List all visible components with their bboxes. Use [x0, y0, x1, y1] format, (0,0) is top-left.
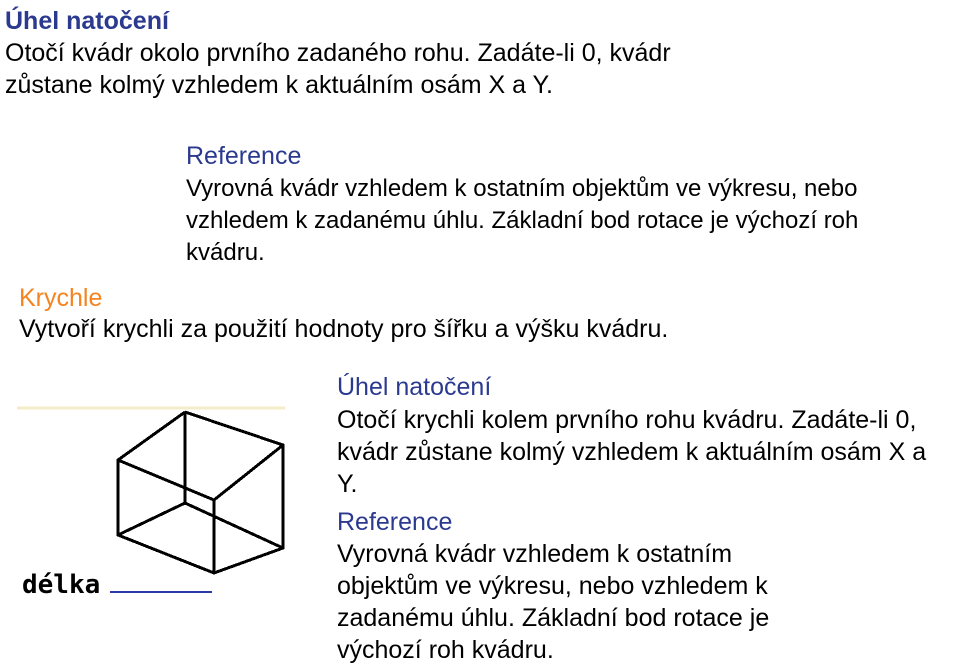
- text-line: kvádru.: [186, 239, 265, 266]
- cube-edge: [118, 503, 185, 535]
- heading-reference-2: Reference: [337, 508, 453, 536]
- cube-edges: [118, 412, 283, 573]
- text-line: výchozí roh kvádru.: [337, 636, 554, 664]
- heading-uhel-natoceni: Úhel natočení: [5, 7, 169, 35]
- text-line: Vytvoří krychli za použití hodnoty pro šířku a výšku kvádru.: [19, 315, 669, 343]
- text-line: Vyrovná kvádr vzhledem k ostatním objektům ve výkresu, nebo: [186, 175, 858, 202]
- text-line: kvádr zůstane kolmý vzhledem k aktuálním osám X a: [337, 438, 927, 466]
- text-line: vzhledem k zadanému úhlu. Základní bod rotace je výchozí roh: [186, 207, 859, 234]
- cube-figure: [0, 395, 320, 615]
- cube-edge: [118, 460, 214, 500]
- text-line: objektům ve výkresu, nebo vzhledem k: [337, 572, 768, 600]
- text-line: Otočí kvádr okolo prvního zadaného rohu. Zadáte-li 0, kvádr: [5, 39, 671, 67]
- cube-back-edges: [118, 412, 283, 573]
- text-line: Otočí krychli kolem prvního rohu kvádru. Zadáte-li 0,: [337, 406, 917, 434]
- cube-edge: [214, 445, 283, 500]
- cube-edge: [185, 503, 283, 548]
- length-label: délka: [22, 570, 101, 600]
- heading-reference: Reference: [186, 142, 302, 170]
- text-line: zadanému úhlu. Základní bod rotace je: [337, 604, 770, 632]
- text-line: Y.: [337, 470, 358, 498]
- heading-uhel-natoceni-2: Úhel natočení: [337, 373, 492, 401]
- text-line: Vyrovná kvádr vzhledem k ostatním: [337, 540, 733, 568]
- heading-krychle: Krychle: [19, 284, 103, 312]
- text-line: zůstane kolmý vzhledem k aktuálním osám X a Y.: [5, 71, 553, 99]
